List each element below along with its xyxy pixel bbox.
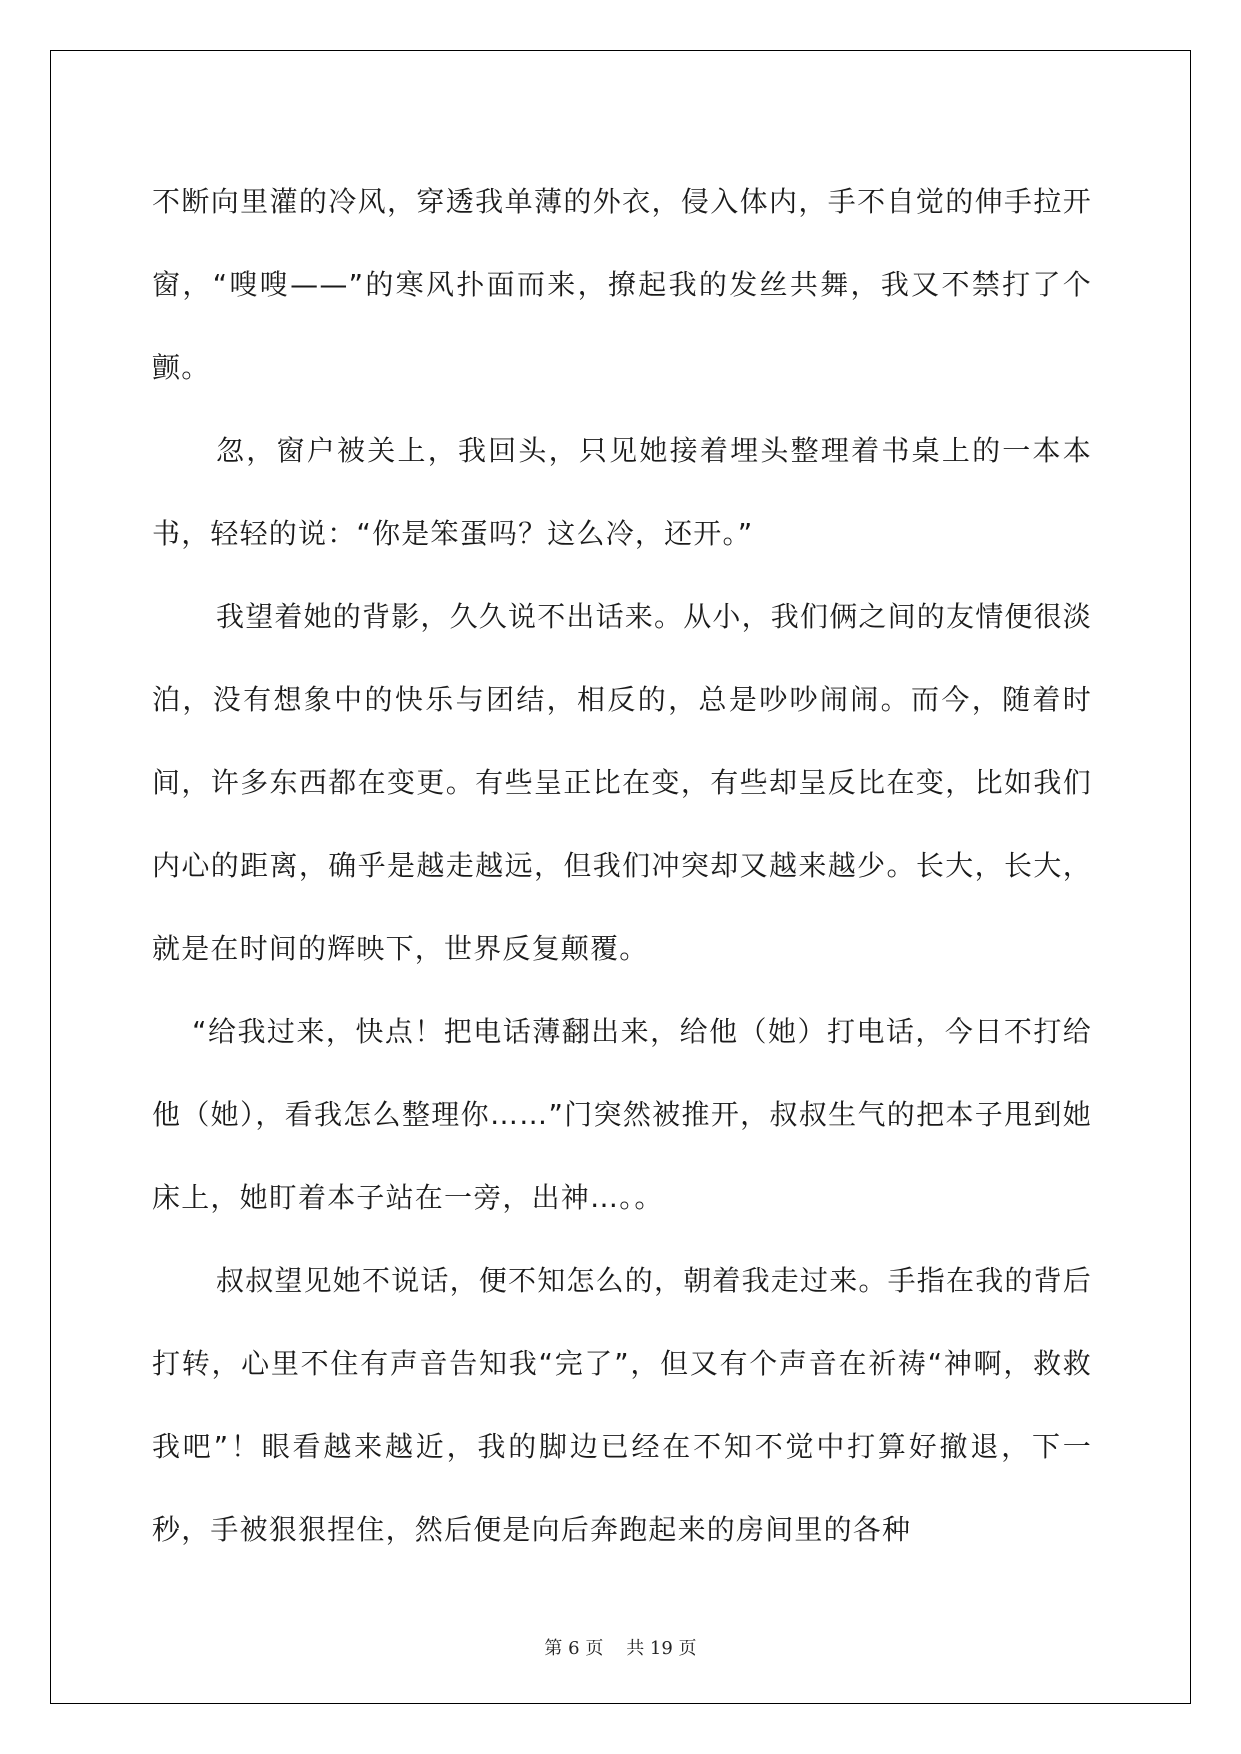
document-body [152, 160, 1092, 1571]
page-footer [0, 1634, 1241, 1660]
paragraph-5: 叔叔望见她不说话，便不知怎么的，朝着我走过来。手指在我的背后打转，心里不住有声音告知我“完了”，但又有个声音在祈祷“神啊，救救我吧”！眼看越来越近，我的脚边已经在不知不觉中打算好撤退，下一秒，手被狠狠捏住，然后便是向后奔跑起来的房间里的各种 [152, 1264, 1093, 1546]
paragraph-4: “给我过来，快点！把电话薄翻出来，给他（她）打电话，今日不打给他（她），看我怎么整理你……”门突然被推开，叔叔生气的把本子甩到她床上，她盯着本子站在一旁，出神…。。 [152, 1015, 1092, 1214]
paragraph-3: 我望着她的背影，久久说不出话来。从小，我们俩之间的友情便很淡泊，没有想象中的快乐与团结，相反的，总是吵吵闹闹。而今，随着时间，许多东西都在变更。有些呈正比在变，有些却呈反比在变，比如我们内心的距离，确乎是越走越远，但我们冲突却又越来越少。长大，长大，就是在时间的辉映下，世界反复颠覆。 [152, 600, 1093, 965]
paragraph-2: 忽，窗户被关上，我回头，只见她接着埋头整理着书桌上的一本本书，轻轻的说：“你是笨蛋吗？这么冷，还开。” [152, 434, 1092, 550]
page-number-label: 第 6 页 共 19 页 [544, 1638, 697, 1659]
paragraph-1: 不断向里灌的冷风，穿透我单薄的外衣，侵入体内，手不自觉的伸手拉开窗，“嗖嗖——”的寒风扑面而来，撩起我的发丝共舞，我又不禁打了个颤。 [152, 185, 1092, 384]
